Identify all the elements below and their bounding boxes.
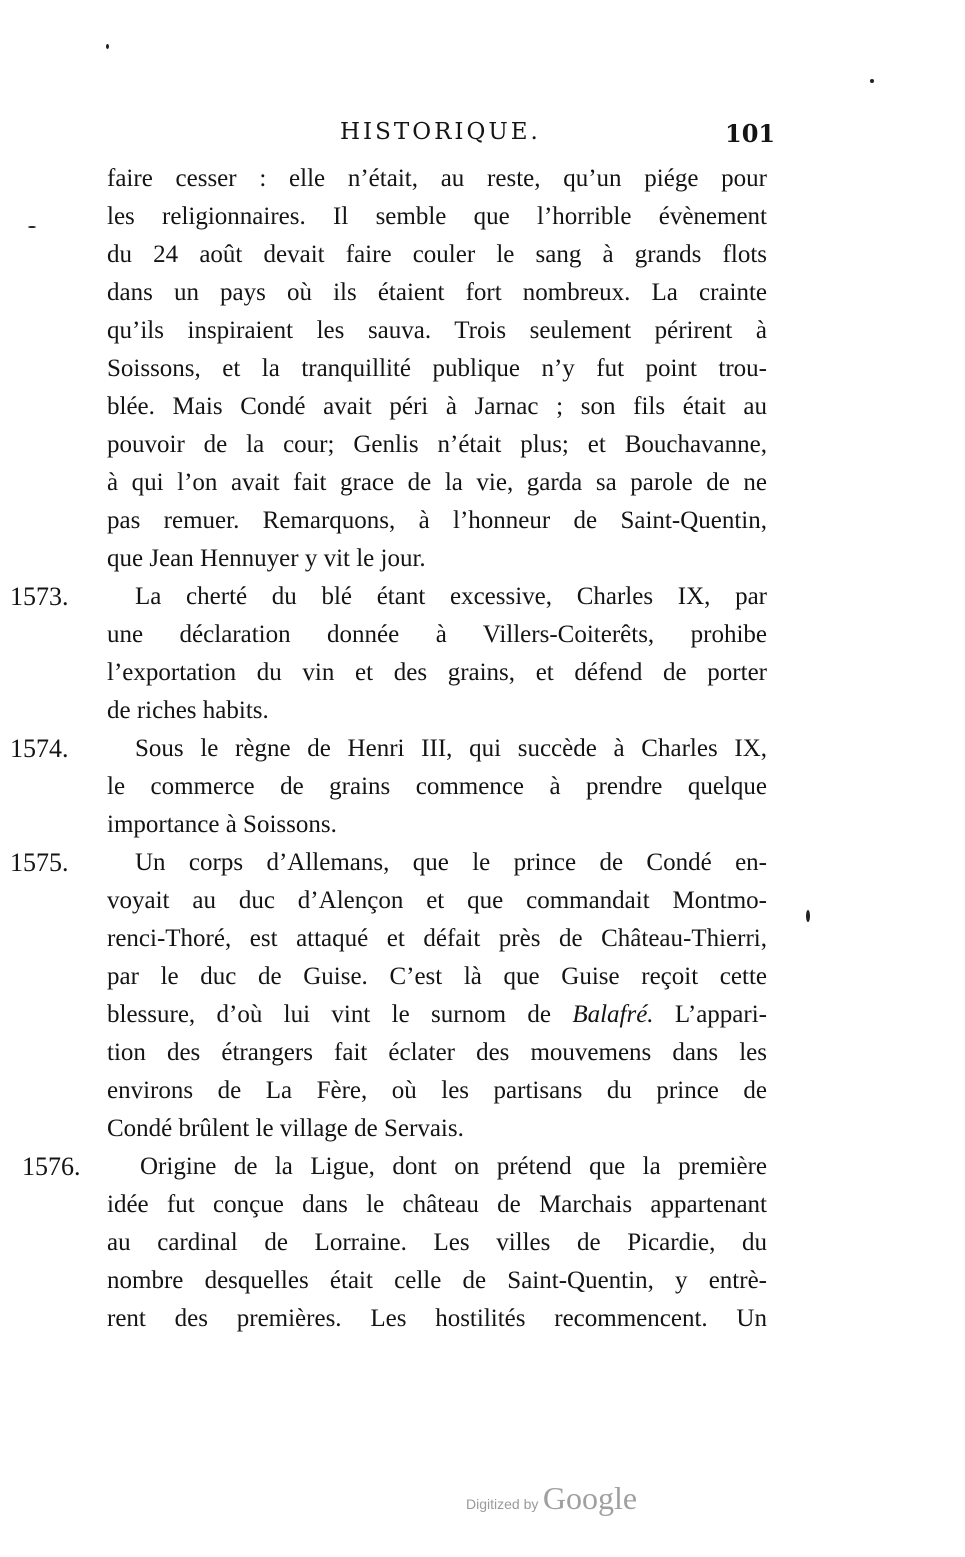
scan-speck — [870, 79, 874, 83]
text-line: par le duc de Guise. C’est là que Guise reçoit cette — [107, 963, 767, 990]
text-line: La cherté du blé étant excessive, Charles IX, par — [135, 583, 767, 610]
text-line: rent des premières. Les hostilités recommencent. Un — [107, 1305, 767, 1332]
text-segment: L’appari- — [674, 1001, 767, 1028]
scan-speck — [28, 226, 36, 228]
text-line: nombre desquelles était celle de Saint-Quentin, y entrè- — [107, 1267, 767, 1294]
text-line: tion des étrangers fait éclater des mouvemens dans les — [107, 1039, 767, 1066]
text-line — [107, 996, 767, 1034]
italic-surname: Balafré. — [572, 1001, 654, 1028]
text-line: au cardinal de Lorraine. Les villes de Picardie, du — [107, 1229, 767, 1256]
text-line: les religionnaires. Il semble que l’horrible évènement — [107, 203, 767, 230]
scan-speck — [806, 910, 810, 922]
text-line: importance à Soissons. — [107, 811, 337, 838]
year-marker-1576: 1576. — [22, 1152, 81, 1181]
text-line: pouvoir de la cour; Genlis n’était plus; et Bouchavanne, — [107, 431, 767, 458]
text-line: Soissons, et la tranquillité publique n’y fut point trou- — [107, 355, 767, 382]
text-line: l’exportation du vin et des grains, et défend de porter — [107, 659, 767, 686]
text-line: voyait au duc d’Alençon et que commandait Montmo- — [107, 887, 767, 914]
text-line: dans un pays où ils étaient fort nombreux. La crainte — [107, 279, 767, 306]
year-marker-1575: 1575. — [10, 848, 69, 877]
text-line: renci-Thoré, est attaqué et défait près de Château-Thierri, — [107, 925, 767, 952]
text-line: que Jean Hennuyer y vit le jour. — [107, 545, 426, 572]
text-line: Origine de la Ligue, dont on prétend que la première — [140, 1153, 767, 1180]
text-line: une déclaration donnée à Villers-Coiterêts, prohibe — [107, 621, 767, 648]
year-marker-1573: 1573. — [10, 582, 69, 611]
scan-speck — [106, 44, 109, 49]
page-number: 101 — [725, 119, 776, 148]
text-line: qu’ils inspiraient les sauva. Trois seulement périrent à — [107, 317, 767, 344]
text-line: à qui l’on avait fait grace de la vie, garda sa parole de ne — [107, 469, 767, 496]
year-marker-1574: 1574. — [10, 734, 69, 763]
text-line: Sous le règne de Henri III, qui succède à Charles IX, — [135, 735, 767, 762]
text-line: pas remuer. Remarquons, à l’honneur de Saint-Quentin, — [107, 507, 767, 534]
text-line: blée. Mais Condé avait péri à Jarnac ; son fils était au — [107, 393, 767, 420]
text-line: de riches habits. — [107, 697, 269, 724]
text-line: environs de La Fère, où les partisans du prince de — [107, 1077, 767, 1104]
text-line: faire cesser : elle n’était, au reste, qu’un piége pour — [107, 165, 767, 192]
text-line: idée fut conçue dans le château de Marchais appartenant — [107, 1191, 767, 1218]
page-header — [0, 119, 965, 153]
text-segment: blessure, d’où lui vint le surnom de — [107, 1001, 551, 1028]
text-line: du 24 août devait faire couler le sang à grands flots — [107, 241, 767, 268]
running-head: HISTORIQUE. — [340, 119, 541, 145]
text-line: le commerce de grains commence à prendre quelque — [107, 773, 767, 800]
text-line: Un corps d’Allemans, que le prince de Condé en- — [135, 849, 767, 876]
digitized-label: Digitized by — [466, 1496, 539, 1512]
text-line: Condé brûlent le village de Servais. — [107, 1115, 464, 1142]
digitized-watermark — [466, 1480, 637, 1517]
google-logo: Google — [542, 1480, 638, 1516]
